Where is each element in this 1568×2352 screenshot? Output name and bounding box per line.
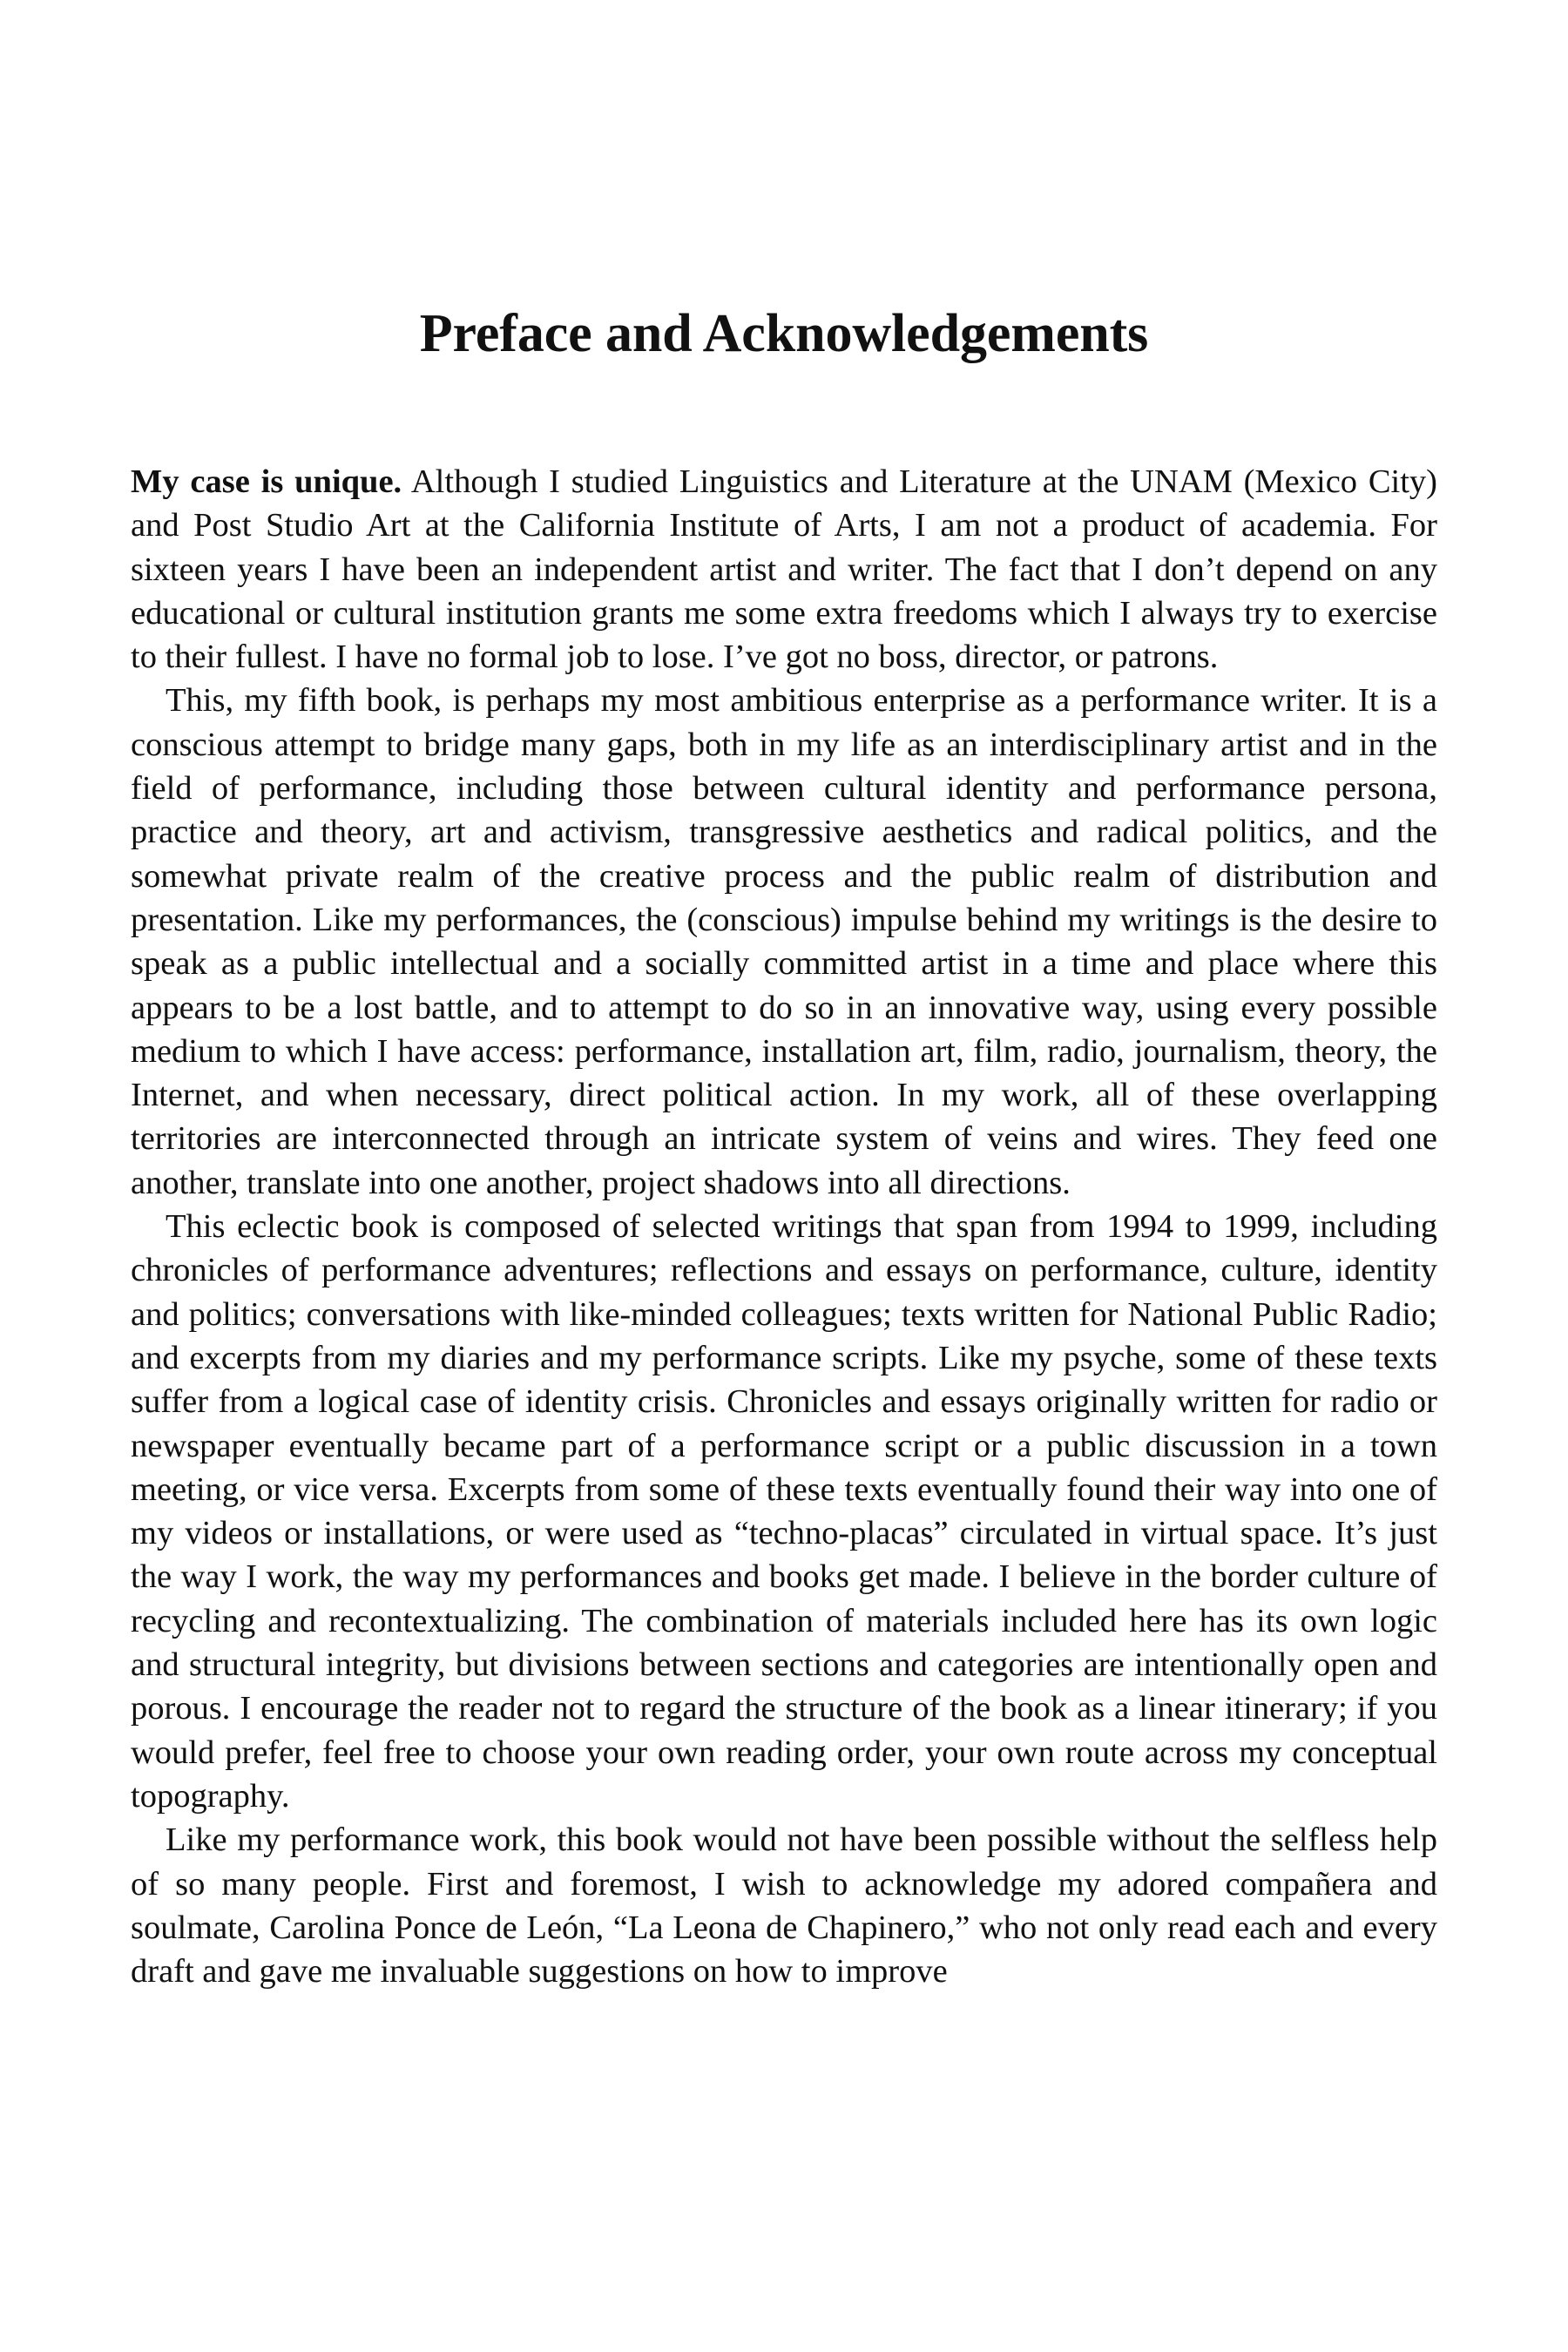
paragraph-1-lead: My case is unique. (131, 463, 402, 500)
preface-body (131, 460, 1437, 1993)
paragraph-4: Like my performance work, this book would not have been possible without the selfless help of so many people. First and foremost, I wish to acknowledge my adored compañera and soulmate, Carolina Ponce de León, “La Leona de Chapinero,” who not only read each and every draft and gave me invaluable suggestions on how to improve (131, 1821, 1437, 1990)
paragraph-3: This eclectic book is composed of selected writings that span from 1994 to 1999, including chronicles of performance adventures; reflections and essays on performance, culture, identity and politics; conversations with like-minded colleagues; texts written for National Public Radio; and excerpts from my diaries and my performance scripts. Like my psyche, some of these texts suffer from a logical case of identity crisis. Chronicles and essays originally written for radio or newspaper eventually became part of a performance script or a public discussion in a town meeting, or vice versa. Excerpts from some of these texts eventually found their way into one of my videos or installations, or were used as “techno-placas” circulated in virtual space. It’s just the way I work, the way my performances and books get made. I believe in the border culture of recycling and recontextualizing. The combination of materials included here has its own logic and structural integrity, but divisions between sections and categories are intentionally open and porous. I encourage the reader not to regard the structure of the book as a linear itinerary; if you would prefer, feel free to choose your own reading order, your own route across my conceptual topography. (131, 1208, 1437, 1815)
paragraph-2: This, my fifth book, is perhaps my most ambitious enterprise as a performance writer. It is a conscious attempt to bridge many gaps, both in my life as an interdisciplinary artist and in the field of performance, including those between cultural identity and performance persona, practice and theory, art and activism, transgressive aesthetics and radical politics, and the somewhat private realm of the creative process and the public realm of distribution and presentation. Like my performances, the (conscious) impulse behind my writings is the desire to speak as a public intellectual and a socially committed artist in a time and place where this appears to be a lost battle, and to attempt to do so in an innovative way, using every possible medium to which I have access: performance, installation art, film, radio, journalism, theory, the Internet, and when necessary, direct political action. In my work, all of these overlapping territories are interconnected through an intricate system of veins and wires. They feed one another, translate into one another, project shadows into all directions. (131, 682, 1437, 1201)
page-title: Preface and Acknowledgements (419, 304, 1149, 363)
paragraph-1 (131, 460, 1437, 679)
paragraph-1-text: Although I studied Linguistics and Literature at the UNAM (Mexico City) and Post Studio Art at the California Institute of Arts, I am not a product of academia. For sixteen years I have been an independent artist and writer. The fact that I don’t depend on any educational or cultural institution grants me some extra freedoms which I always try to exercise to their fullest. I have no formal job to lose. I’ve got no boss, director, or patrons. (131, 463, 1437, 676)
